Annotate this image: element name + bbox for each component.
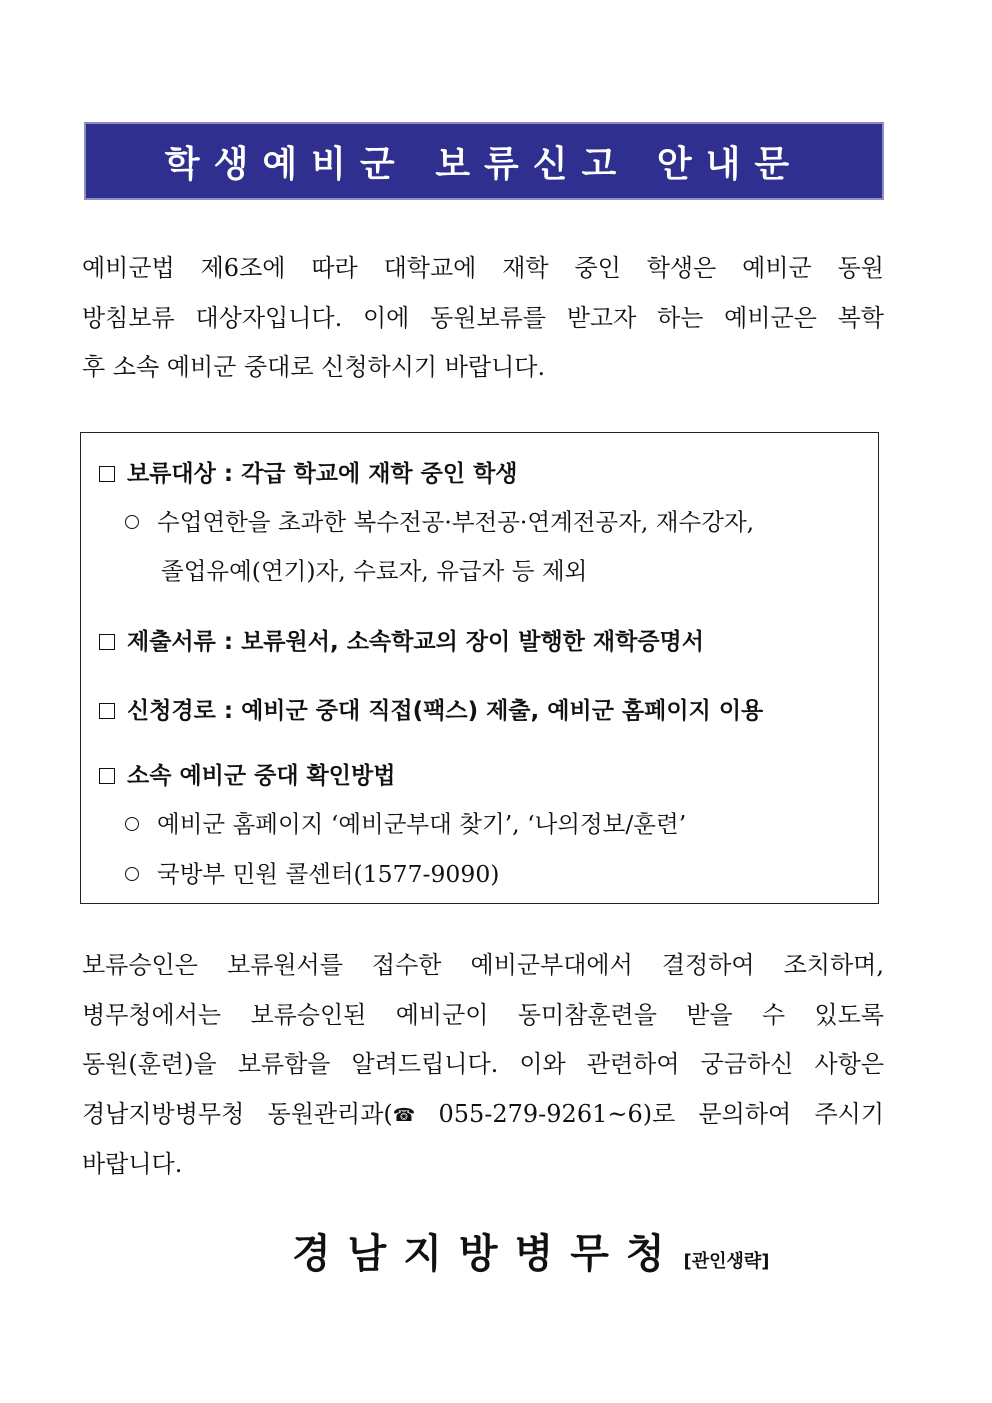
closing-line: 동원(훈련)을 보류함을 알려드립니다. 이와 관련하여 궁금하신 사항은	[82, 1050, 884, 1078]
circle-bullet-icon	[125, 515, 139, 529]
signature-block	[292, 1222, 770, 1279]
section-heading: 보류대상 : 각급 학교에 재학 중인 학생	[127, 461, 518, 487]
phone-icon: ☎	[392, 1104, 416, 1126]
document-title: 학생예비군 보류신고 안내문	[164, 143, 804, 185]
intro-paragraph	[82, 244, 884, 393]
bullet-continuation: 졸업유예(연기)자, 수료자, 유급자 등 제외	[161, 557, 588, 585]
contact-text: 경남지방병무청 동원관리과(	[82, 1099, 393, 1128]
section-heading: 신청경로 : 예비군 중대 직접(팩스) 제출, 예비군 홈페이지 이용	[127, 698, 764, 724]
section-heading: 제출서류 : 보류원서, 소속학교의 장이 발행한 재학증명서	[127, 629, 704, 655]
intro-line: 예비군법 제6조에 따라 대학교에 재학 중인 학생은 예비군 동원	[82, 254, 884, 282]
checkbox-square-icon	[99, 768, 115, 784]
bullet-item	[125, 855, 499, 889]
seal-omitted-note: [관인생략]	[683, 1251, 770, 1272]
bullet-item	[125, 805, 686, 839]
closing-line: 바랍니다.	[82, 1150, 183, 1178]
intro-line: 방침보류 대상자입니다. 이에 동원보류를 받고자 하는 예비군은 복학	[82, 303, 884, 332]
checkbox-square-icon	[99, 466, 115, 482]
contact-number-text: 055-279-9261~6)로 문의하여 주시기	[415, 1099, 885, 1128]
section-heading: 소속 예비군 중대 확인방법	[127, 763, 396, 789]
closing-line-contact	[82, 1090, 884, 1141]
bullet-item	[125, 503, 754, 537]
section-documents	[99, 623, 704, 656]
circle-bullet-icon	[125, 817, 139, 831]
intro-line: 후 소속 예비군 중대로 신청하시기 바랍니다.	[82, 353, 546, 381]
bullet-text: 예비군 홈페이지 ‘예비군부대 찾기’, ‘나의정보/훈련’	[157, 810, 687, 838]
circle-bullet-icon	[125, 867, 139, 881]
section-reservation-target	[99, 455, 518, 488]
info-box	[80, 432, 879, 904]
closing-paragraph	[82, 941, 884, 1190]
issuer-name: 경남지방병무청	[292, 1230, 682, 1277]
checkbox-square-icon	[99, 703, 115, 719]
checkbox-square-icon	[99, 634, 115, 650]
title-banner	[84, 122, 884, 200]
closing-line: 보류승인은 보류원서를 접수한 예비군부대에서 결정하여 조치하며,	[82, 951, 884, 979]
bullet-text: 수업연한을 초과한 복수전공·부전공·연계전공자, 재수강자,	[157, 508, 755, 536]
section-unit-check	[99, 757, 395, 790]
closing-line: 병무청에서는 보류승인된 예비군이 동미참훈련을 받을 수 있도록	[82, 1000, 884, 1029]
bullet-text: 국방부 민원 콜센터(1577-9090)	[157, 860, 500, 888]
section-application-route	[99, 692, 763, 725]
